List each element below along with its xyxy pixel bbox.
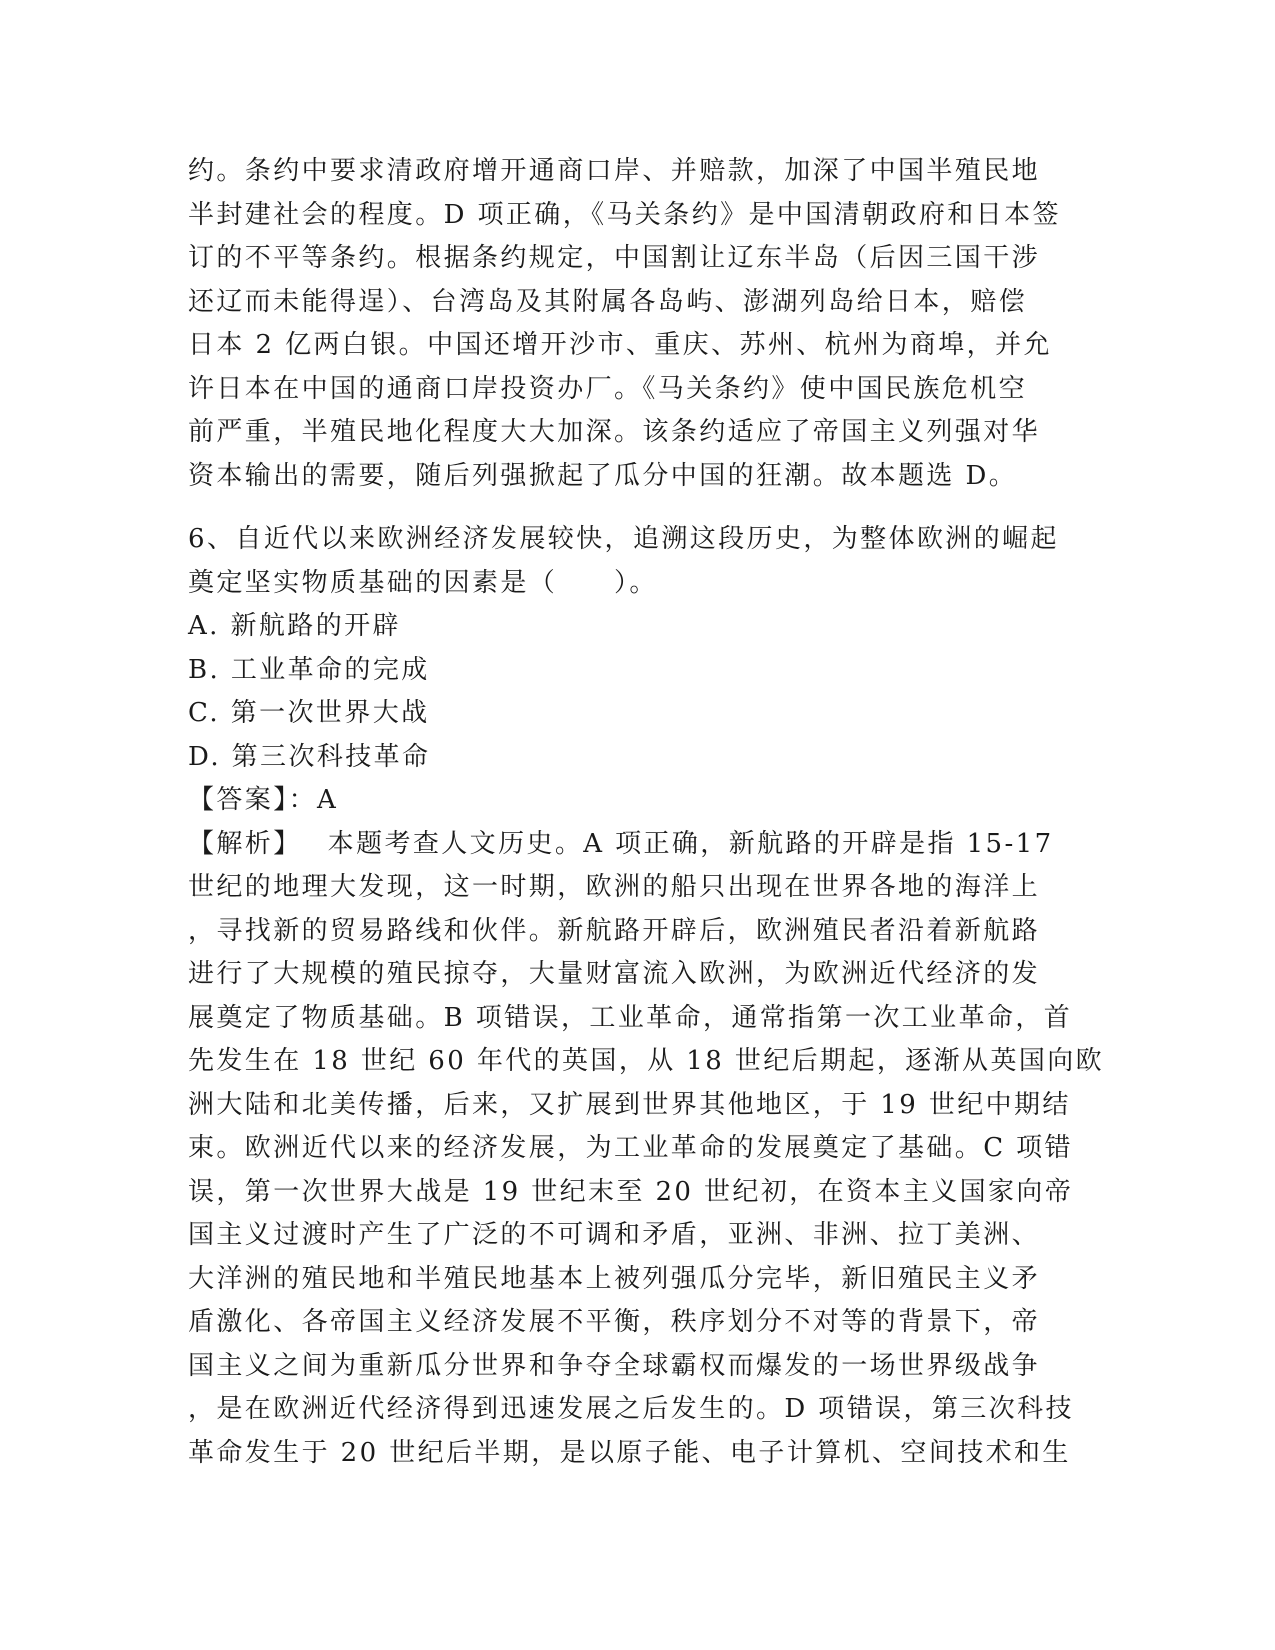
document-page: [188, 150, 1105, 1475]
analysis-line: 国主义过渡时产生了广泛的不可调和矛盾，亚洲、非洲、拉丁美洲、: [188, 1220, 1041, 1250]
analysis-line: 洲大陆和北美传播，后来，又扩展到世界其他地区，于 19 世纪中期结: [188, 1089, 1071, 1120]
analysis-line: 展奠定了物质基础。B 项错误，工业革命，通常指第一次工业革命，首: [188, 1002, 1073, 1033]
analysis-line: 进行了大规模的殖民掠夺，大量财富流入欧洲，为欧洲近代经济的发: [188, 959, 1041, 989]
answer: 【答案】：A: [188, 785, 339, 815]
text-line: 还辽而未能得逞）、台湾岛及其附属各岛屿、澎湖列岛给日本，赔偿: [188, 286, 1028, 317]
analysis-line: 盾激化、各帝国主义经济发展不平衡，秩序划分不对等的背景下，帝: [188, 1307, 1041, 1337]
text-line: 半封建社会的程度。D 项正确，《马关条约》是中国清朝政府和日本签: [188, 199, 1061, 230]
text-line: 资本输出的需要，随后列强掀起了瓜分中国的狂潮。故本题选 D。: [188, 460, 1018, 491]
analysis-line: 误，第一次世界大战是 19 世纪末至 20 世纪初，在资本主义国家向帝: [188, 1176, 1074, 1207]
question-6: [188, 518, 1105, 1475]
analysis-line: ，寻找新的贸易路线和伙伴。新航路开辟后，欧洲殖民者沿着新航路: [188, 915, 1041, 946]
analysis-line: 束。欧洲近代以来的经济发展，为工业革命的发展奠定了基础。C 项错: [188, 1133, 1073, 1163]
analysis-line: 【解析】 本题考查人文历史。A 项正确，新航路的开辟是指 15-17: [188, 828, 1054, 859]
analysis-line: ，是在欧洲近代经济得到迅速发展之后发生的。D 项错误，第三次科技: [188, 1394, 1074, 1424]
text-line: 前严重，半殖民地化程度大大加深。该条约适应了帝国主义列强对华: [188, 417, 1041, 447]
analysis-line: 国主义之间为重新瓜分世界和争夺全球霸权而爆发的一场世界级战争: [188, 1350, 1041, 1381]
analysis-line: 世纪的地理大发现，这一时期，欧洲的船只出现在世界各地的海洋上: [188, 872, 1041, 902]
option-b: B. 工业革命的完成: [188, 654, 430, 685]
text-line: 约。条约中要求清政府增开通商口岸、并赔款，加深了中国半殖民地: [188, 156, 1041, 186]
text-line: 订的不平等条约。根据条约规定，中国割让辽东半岛（后因三国干涉: [188, 243, 1041, 273]
previous-analysis-continuation: [188, 150, 1088, 498]
analysis: [188, 823, 1105, 1476]
option-d: D. 第三次科技革命: [188, 741, 431, 772]
text-line: 日本 2 亿两白银。中国还增开沙市、重庆、苏州、杭州为商埠，并允: [188, 330, 1052, 360]
analysis-line: 先发生在 18 世纪 60 年代的英国，从 18 世纪后期起，逐渐从英国向欧: [188, 1046, 1105, 1076]
question-stem: 奠定坚实物质基础的因素是（ ）。: [188, 567, 658, 598]
paragraph-gap: [188, 498, 1088, 518]
analysis-line: 大洋洲的殖民地和半殖民地基本上被列强瓜分完毕，新旧殖民主义矛: [188, 1263, 1041, 1294]
option-a: A. 新航路的开辟: [188, 611, 401, 641]
text-line: 许日本在中国的通商口岸投资办厂。《马关条约》使中国民族危机空: [188, 373, 1028, 404]
analysis-line: 革命发生于 20 世纪后半期，是以原子能、电子计算机、空间技术和生: [188, 1437, 1071, 1468]
option-c: C. 第一次世界大战: [188, 698, 430, 728]
question-stem: 6、自近代以来欧洲经济发展较快，追溯这段历史，为整体欧洲的崛起: [188, 524, 1059, 554]
